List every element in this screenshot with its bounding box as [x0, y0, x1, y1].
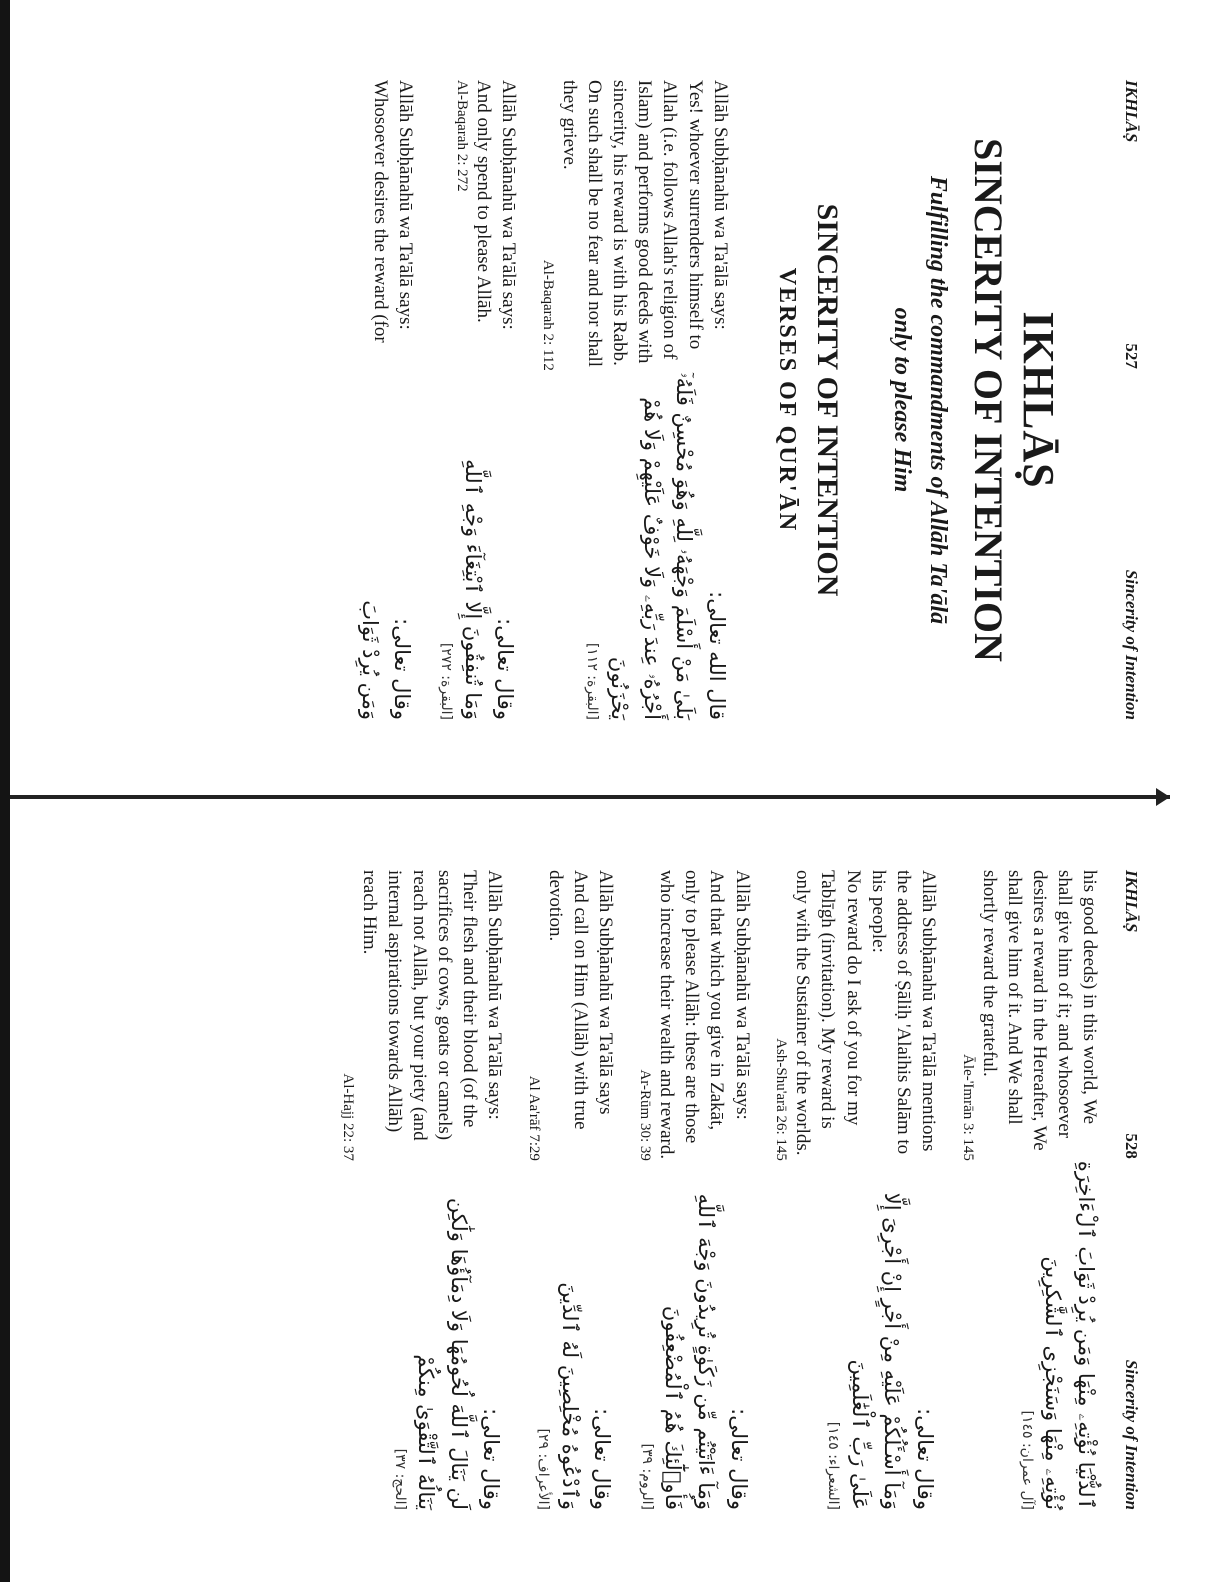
arabic-intro: وقال تعالى:: [390, 618, 415, 720]
arabic-reference: [البقرة: ٢٧٢]: [438, 642, 455, 720]
page-number: 527: [1122, 343, 1141, 369]
arabic-verse: وَمَن يُرِدْ ثَوَابَ: [357, 600, 382, 720]
verse-intro: Allāh Subḥānahū wa Ta'ālā says:: [498, 80, 520, 330]
page-number: 528: [1122, 1133, 1141, 1159]
verse-translation: Whosoever desires the reward (for: [370, 80, 392, 343]
page-528: [60, 840, 1160, 1540]
verse-translation: And call on Him (Allāh) with true devotion.: [545, 870, 592, 1130]
arabic-reference: [الحج: ٣٧]: [391, 1448, 408, 1510]
section-title: SINCERITY OF INTENTION: [810, 203, 844, 597]
chapter-tagline: Fulfilling the commandments of Allāh Ta'ālā only to please Him: [888, 175, 951, 625]
verse-entry: [434, 80, 521, 720]
verse-translation: And only spend to please Allāh.: [473, 80, 495, 323]
verse-intro: Allāh Subḥānahū wa Ta'ālā says:: [395, 80, 417, 330]
verse-reference: Al Aa'rāf 7:29: [526, 1075, 543, 1161]
verse-entry: [771, 870, 941, 1510]
arabic-verse: وَمَا تُنفِقُونَ إِلَّا ٱبْتِغَآءَ وَجْهِ ٱللَّهِ: [460, 459, 485, 720]
verse-intro: Allāh Subḥānahū wa Ta'ālā says:: [731, 870, 753, 1120]
verse-intro: Allāh Subḥānahū wa Ta'ālā says:: [709, 80, 731, 330]
section-subtitle: VERSES OF QUR'ĀN: [773, 267, 800, 533]
verse-entry: [337, 870, 507, 1510]
header-right: Sincerity of Intention: [1122, 1359, 1141, 1510]
arabic-verse: وَمَآ ءَاتَيْتُم مِّن زَكَوٰةٍ تُرِيدُونَ وَجْهَ ٱللَّهِ فَأُو۟لَٰٓئِكَ هُمُ ٱلْمُضْعِفُونَ: [661, 1193, 718, 1510]
arabic-reference: [الشعراء: ١٤٥]: [825, 1421, 842, 1510]
arabic-reference: [الروم: ٣٩]: [638, 1443, 655, 1510]
verse-translation: No reward do I ask of you for my Tablīgh (invitation). My reward is only with the Sustainer of the worlds.: [792, 870, 864, 1156]
verse-entry: [957, 870, 1102, 1510]
arabic-reference: [الأعراف: ٢٩]: [535, 1428, 552, 1510]
page-527: [60, 50, 1160, 750]
header-left: IKHLĀṢ: [1122, 80, 1141, 143]
verse-reference: Al-Hajj 22: 37: [339, 1073, 356, 1161]
fold-arrow-icon: [1156, 788, 1170, 806]
chapter-title: IKHLĀṢ: [1014, 311, 1063, 489]
verse-reference: Al-Baqarah 2: 112: [540, 259, 557, 371]
arabic-verse: بَلَىٰ مَنْ أَسْلَمَ وَجْهَهُۥ لِلَّهِ وَهُوَ مُحْسِنٌ فَلَهُۥٓ أَجْرُهُۥ عِندَ رَبِّهِۦ وَلَا خَوْفٌ عَلَيْهِمْ وَلَا هُمْ يَحْزَنُونَ: [606, 372, 697, 720]
page-fold-line: [10, 795, 1170, 799]
verse-translation: Their flesh and their blood (of the sacrifices of cows, goats or camels) reach not Allāh, but your piety (and internal aspirations towards Allāh) reach Him.: [359, 870, 481, 1141]
arabic-reference: [البقرة: ١١٢]: [584, 642, 601, 720]
verse-translation: And that which you give in Zakāt, only to please Allāh: these are those who increase their wealth and reward.: [656, 870, 728, 1160]
arabic-reference: [آل عمران: ١٤٥]: [1018, 1410, 1035, 1510]
arabic-verse: وَمَآ أَسْـَٔلُكُمْ عَلَيْهِ مِنْ أَجْرٍ إِنْ أَجْرِىَ إِلَّا عَلَىٰ رَبِّ ٱلْعَٰلَمِينَ: [847, 1192, 905, 1510]
arabic-intro: قال الله تعالى:: [704, 591, 729, 720]
verse-intro: Allāh Subḥānahū wa Ta'ālā says:: [484, 870, 506, 1120]
arabic-verse: لَن يَنَالَ ٱللَّهَ لُحُومُهَا وَلَا دِمَآؤُهَا وَلَٰكِن يَنَالُهُ ٱلتَّقْوَىٰ مِنكُمْ: [414, 1197, 471, 1510]
arabic-intro: وقال تعالى:: [726, 1408, 751, 1510]
verse-entry: [353, 80, 418, 720]
verse-translation: Yes! whoever surrenders himself to Allah (i.e. follows Allah's religion of Islam) and performs good deeds with sincerity, his reward is with his Rabb. On such shall be no fear and nor shall they grieve.: [559, 80, 706, 368]
arabic-intro: وقال تعالى:: [590, 1408, 615, 1510]
verse-reference: Ar-Rūm 30: 39: [637, 1069, 654, 1161]
verse-entry: [523, 870, 618, 1510]
arabic-verse: ٱلدُّنْيَا نُؤْتِهِۦ مِنْهَا وَمَن يُرِدْ ثَوَابَ ٱلْءَاخِرَةِ نُؤْتِهِۦ مِنْهَا وَسَنَجْزِى ٱلشَّٰكِرِينَ: [1041, 1160, 1098, 1510]
header-right: Sincerity of Intention: [1122, 569, 1141, 720]
verse-entry: [537, 80, 732, 720]
verse-reference: Al-Baqarah 2: 272: [454, 80, 471, 192]
verse-reference: Ash-Shu'arā 26: 145: [773, 1038, 790, 1161]
verse-reference: Āle-'Imrān 3: 145: [959, 1054, 976, 1161]
verse-translation: his good deeds) in this world, We shall give him of it; and whosoever desires a reward in the Hereafter, We shall give him of it. And We shall shortly reward the grateful.: [978, 870, 1100, 1151]
arabic-intro: وقال تعالى:: [912, 1408, 937, 1510]
header-left: IKHLĀṢ: [1122, 870, 1141, 933]
verse-intro: Allāh Subḥānahū wa Ta'ālā mentions the address of Ṣāliḥ 'Alaihis Salām to his people:: [867, 870, 939, 1155]
arabic-intro: وقال تعالى:: [493, 618, 518, 720]
verse-entry: [634, 870, 754, 1510]
running-header: [1102, 80, 1160, 720]
verse-intro: Allāh Subḥānahū wa Ta'ālā says: [595, 870, 617, 1115]
scan-edge-bar: [0, 0, 10, 1582]
chapter-subtitle: SINCERITY OF INTENTION: [965, 138, 1011, 662]
arabic-intro: وقال تعالى:: [479, 1408, 504, 1510]
running-header: [1102, 870, 1160, 1510]
arabic-verse: وَٱدْعُوهُ مُخْلِصِينَ لَهُ ٱلدِّينَ: [557, 1282, 582, 1510]
